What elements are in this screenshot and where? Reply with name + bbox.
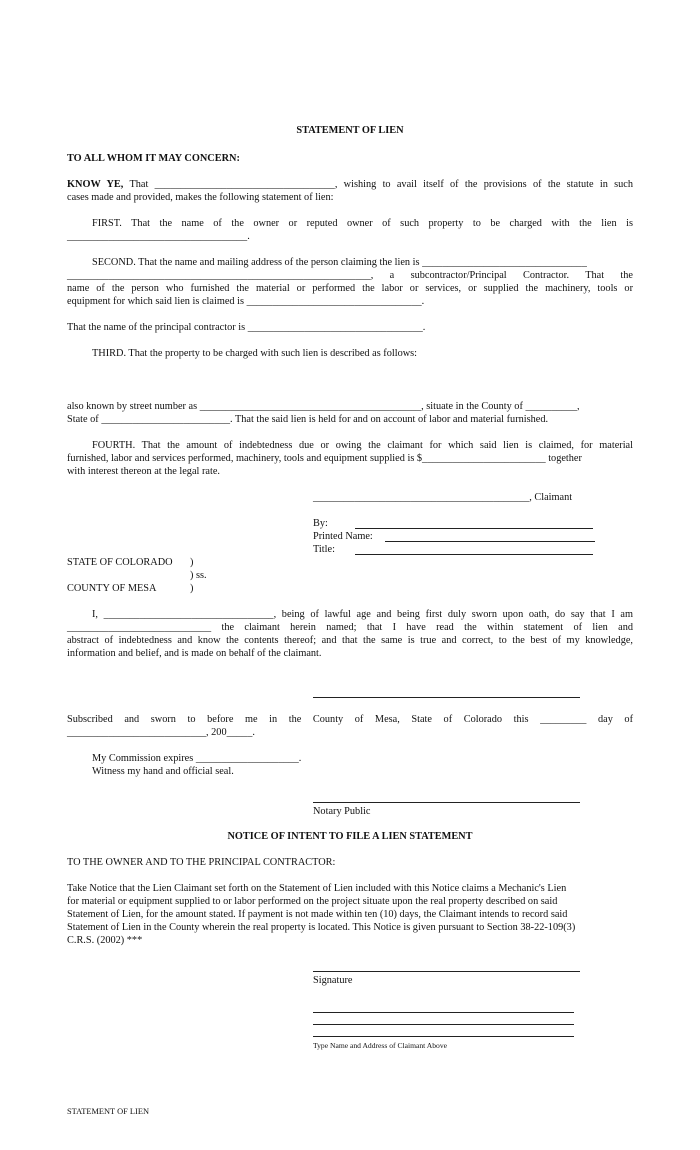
first-line-1: FIRST. That the name of the owner or reputed owner of such property to be charged with the lien is [92,218,633,229]
subscribed-line-1: Subscribed and sworn to before me in the County of Mesa, State of Colorado this _________ day of [67,714,633,725]
fourth-line-2: furnished, labor and services performed, machinery, tools and equipment supplied is $________________________ together [67,453,582,464]
fourth-line-1: FOURTH. That the amount of indebtedness due or owing the claimant for which said lien is claimed, for material [92,440,633,451]
know-ye-line-2: cases made and provided, makes the following statement of lien: [67,192,334,203]
title-rule [355,554,593,555]
claimant-name-rule-3 [313,1036,574,1037]
notary-public-label: Notary Public [313,806,371,817]
page-footer: STATEMENT OF LIEN [67,1107,149,1116]
street-line-2: State of _________________________. That the said lien is held for and on account of labor and material furnished. [67,414,549,425]
document-title: STATEMENT OF LIEN [296,125,404,136]
oath-line-2: ____________________________ the claimant herein named; that I have read the within statement of lien and [67,622,633,633]
notice-body-line-4: Statement of Lien in the County wherein the real property is located. This Notice is given pursuant to Section 38-22-109(3) [67,922,576,933]
street-line-1: also known by street number as ___________________________________________, situate in the County of __________, [67,401,580,412]
claimant-name-rule-2 [313,1024,574,1025]
title-label: Title: [313,544,335,555]
witness-line: Witness my hand and official seal. [92,766,234,777]
second-line-3: name of the person who furnished the material or performed the labor or services, or supplied the machinery, tools or [67,283,633,294]
affiant-signature-rule [313,697,580,698]
notice-signature-rule [313,971,580,972]
second-line-2: ___________________________________________________________, a subcontractor/Principal Contractor. That the [67,270,633,281]
claimant-line: __________________________________________, Claimant [313,492,573,503]
state-of-colorado: STATE OF COLORADO [67,557,173,568]
second-line-4: equipment for which said lien is claimed is __________________________________. [67,296,425,307]
know-ye-label: KNOW YE, [67,179,124,190]
principal-contractor-line: That the name of the principal contractor is __________________________________. [67,322,426,333]
printed-name-rule [385,541,595,542]
venue-paren-3: ) [190,583,194,594]
third-line: THIRD. That the property to be charged with such lien is described as follows: [92,348,418,359]
notice-body-line-1: Take Notice that the Lien Claimant set forth on the Statement of Lien included with this Notice claims a Mechanic's Lien [67,883,567,894]
signature-label: Signature [313,975,353,986]
notary-signature-rule [313,802,580,803]
venue-ss: ) ss. [190,570,207,581]
first-line-2: ___________________________________. [67,231,250,242]
claimant-name-rule-1 [313,1012,574,1013]
notice-to: TO THE OWNER AND TO THE PRINCIPAL CONTRACTOR: [67,857,336,868]
oath-line-4: information and belief, and is made on behalf of the claimant. [67,648,322,659]
know-ye-text: That ___________________________________, wishing to avail itself of the provisions of the statute in such [129,179,634,190]
type-name-caption: Type Name and Address of Claimant Above [313,1041,448,1050]
notice-body-line-5: C.R.S. (2002) *** [67,935,143,946]
printed-name-label: Printed Name: [313,531,373,542]
salutation: TO ALL WHOM IT MAY CONCERN: [67,153,240,164]
by-label: By: [313,518,328,529]
notice-title: NOTICE OF INTENT TO FILE A LIEN STATEMENT [227,831,473,842]
notice-body-line-3: Statement of Lien, for the amount stated. If payment is not made within ten (10) days, the Claimant intends to record said [67,909,568,920]
oath-line-3: abstract of indebtedness and know the contents thereof; and that the same is true and correct, to the best of my knowledge, [67,635,633,646]
subscribed-line-2: ___________________________, 200_____. [67,727,255,738]
oath-line-1: I, _________________________________, being of lawful age and being first duly sworn upon oath, do say that I am [92,609,633,620]
by-signature-rule [355,528,593,529]
know-ye-line-1 [67,179,633,191]
fourth-line-3: with interest thereon at the legal rate. [67,466,220,477]
second-line-1: SECOND. That the name and mailing address of the person claiming the lien is ________________________________ [92,257,587,268]
notice-body-line-2: for material or equipment supplied to or labor performed on the project situate upon the real property described on said [67,896,558,907]
commission-expires: My Commission expires ____________________. [92,753,302,764]
venue-paren-1: ) [190,557,194,568]
county-of-mesa: COUNTY OF MESA [67,583,157,594]
